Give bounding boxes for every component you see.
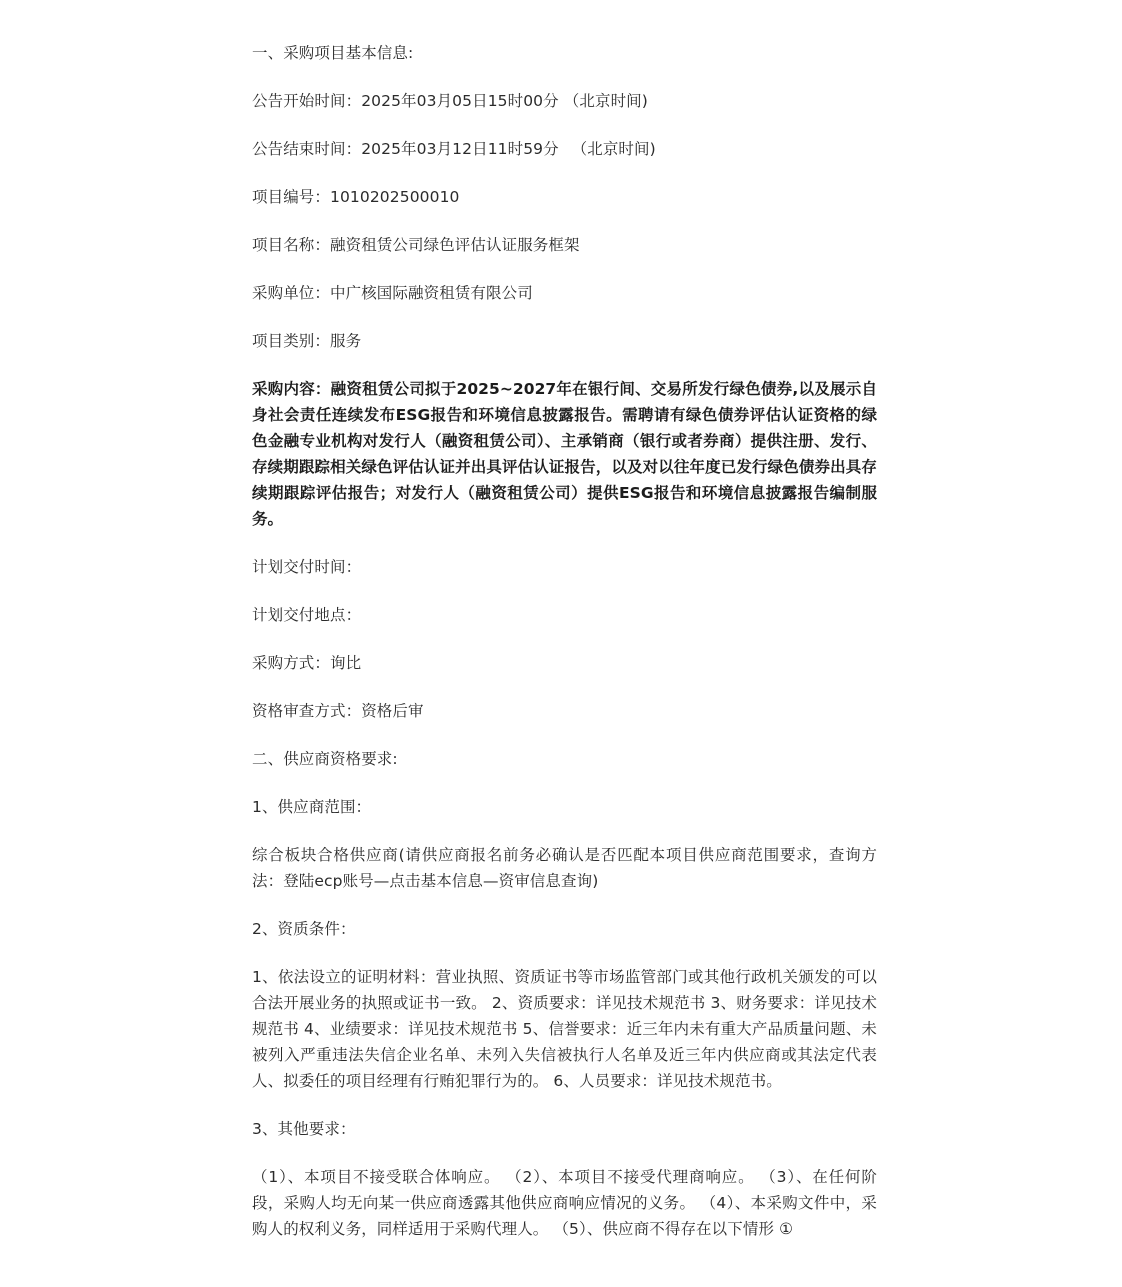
project-number: 项目编号：1010202500010 xyxy=(252,188,460,206)
project-category: 项目类别：服务 xyxy=(252,332,362,350)
basic-info-heading: 一、采购项目基本信息: xyxy=(252,44,414,62)
planned-delivery-place: 计划交付地点： xyxy=(252,606,362,624)
announcement-start-time: 公告开始时间：2025年03月05日15时00分 （北京时间) xyxy=(252,92,648,110)
purchasing-unit: 采购单位：中广核国际融资租赁有限公司 xyxy=(252,284,533,302)
announcement-end-time: 公告结束时间：2025年03月12日11时59分 （北京时间) xyxy=(252,140,656,158)
other-requirements-heading: 3、其他要求： xyxy=(252,1120,356,1138)
supplier-scope-heading: 1、供应商范围： xyxy=(252,798,372,816)
other-requirements-body: （1）、本项目不接受联合体响应。 （2）、本项目不接受代理商响应。 （3）、在任何阶段，采购人均无向某一供应商透露其他供应商响应情况的义务。 （4）、本采购文件中，采购人的权利义务，同样适用于采购代理人。 （5）、供应商不得存在以下情形 ① xyxy=(252,1168,877,1238)
procurement-method: 采购方式：询比 xyxy=(252,654,362,672)
qualification-condition-heading: 2、资质条件： xyxy=(252,920,356,938)
qualification-review-method: 资格审查方式：资格后审 xyxy=(252,702,424,720)
procurement-content: 采购内容：融资租赁公司拟于2025~2027年在银行间、交易所发行绿色债券,以及展示自身社会责任连续发布ESG报告和环境信息披露报告。需聘请有绿色债券评估认证资格的绿色金融专业机构对发行人（融资租赁公司）、主承销商（银行或者券商）提供注册、发行、存续期跟踪相关绿色评估认证并出具评估认证报告，以及对以往年度已发行绿色债券出具存续期跟踪评估报告；对发行人（融资租赁公司）提供ESG报告和环境信息披露报告编制服务。 xyxy=(252,380,877,528)
planned-delivery-time: 计划交付时间： xyxy=(252,558,362,576)
supplier-qualification-heading: 二、供应商资格要求: xyxy=(252,750,398,768)
project-name: 项目名称：融资租赁公司绿色评估认证服务框架 xyxy=(252,236,580,254)
qualification-condition-body: 1、依法设立的证明材料：营业执照、资质证书等市场监管部门或其他行政机关颁发的可以合法开展业务的执照或证书一致。 2、资质要求：详见技术规范书 3、财务要求：详见技术规范书 4、业绩要求：详见技术规范书 5、信誉要求：近三年内未有重大产品质量问题、未被列入严重违法失信企业名单、未列入失信被执行人名单及近三年内供应商或其法定代表人、拟委任的项目经理有行贿犯罪行为的。 6、人员要求：详见技术规范书。 xyxy=(252,968,877,1090)
supplier-scope-body: 综合板块合格供应商(请供应商报名前务必确认是否匹配本项目供应商范围要求，查询方法：登陆ecp账号—点击基本信息—资审信息查询) xyxy=(252,846,877,890)
